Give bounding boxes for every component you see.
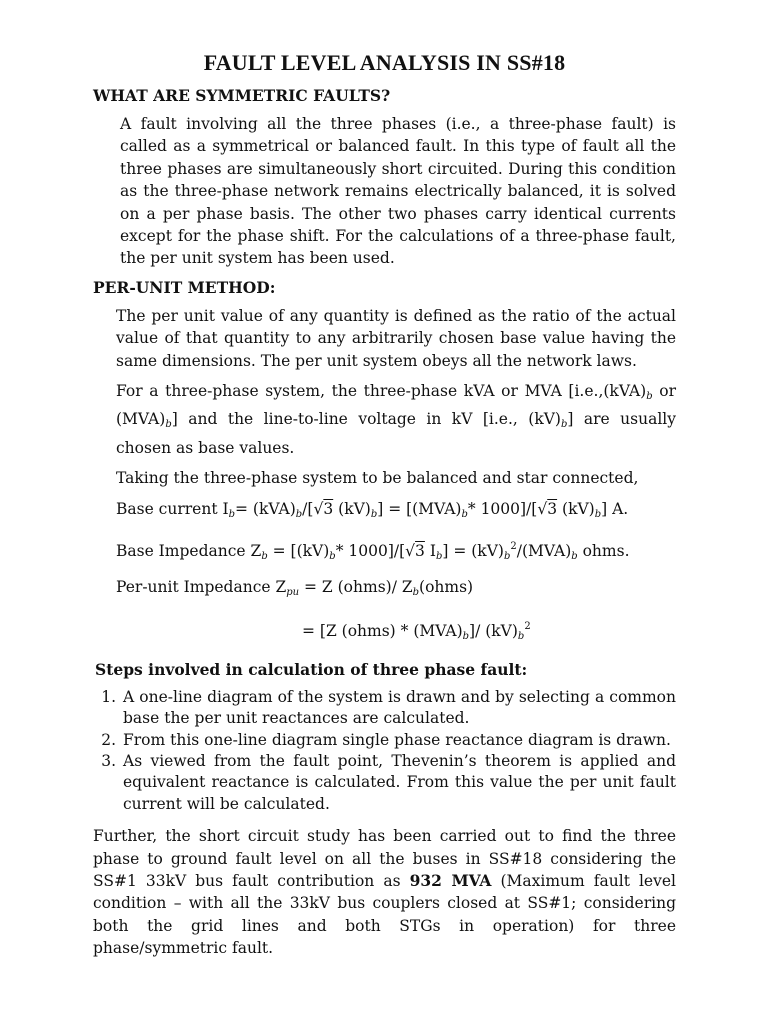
heading-steps: Steps involved in calculation of three phase fault: [95, 659, 528, 679]
text-run: Further, the short circuit study has been carried out to find the three phase to ground fault level on all the buses in SS#18 considering the SS#1 33kV bus fault contribution as [93, 827, 676, 890]
equation-per-unit-impedance-expanded [302, 616, 676, 648]
text-run: For a three-phase system, the three-phase kVA or MVA [i.e.,(kVA) [116, 382, 647, 401]
subscript: pu [286, 586, 300, 598]
text-run: = [(kV) [267, 541, 330, 560]
text-run: = (kVA) [235, 499, 296, 518]
superscript: 2 [510, 540, 517, 552]
paragraph-star-connected: Taking the three-phase system to be balanced and star connected, [116, 469, 639, 488]
subscript: b [517, 630, 525, 642]
subscript: b [412, 586, 420, 598]
subscript: b [503, 550, 511, 562]
list-item: 1. A one-line diagram of the system is drawn and by selecting a common base the per unit reactances are calculated. [121, 687, 676, 730]
text-run: I [424, 541, 436, 560]
list-item: 3. As viewed from the fault point, Thevenin’s theorem is applied and equivalent reactance is calculated. From this value the per unit fault current will be calculated. [121, 751, 676, 815]
text-run: (ohms) [419, 577, 474, 596]
text-run: ] and the line-to-line voltage in kV [i.e., (kV) [171, 410, 561, 429]
heading-symmetric-faults: WHAT ARE SYMMETRIC FAULTS? [93, 86, 391, 105]
heading-per-unit-method: PER-UNIT METHOD: [93, 277, 276, 297]
superscript: 2 [524, 620, 531, 632]
equation-per-unit-impedance [116, 576, 676, 604]
paragraph-base-values [116, 380, 676, 459]
text-run: * 1000]/[√ [335, 541, 416, 560]
text-run: Per-unit Impedance Z [116, 577, 287, 596]
text-run: Base current I [116, 499, 229, 518]
radicand: 3 [415, 541, 425, 560]
subscript: b [295, 508, 303, 520]
paragraph-short-circuit-study [93, 825, 676, 959]
subscript: b [646, 391, 653, 403]
text-run: ] = (kV) [442, 541, 504, 560]
page-title: FAULT LEVEL ANALYSIS IN SS#18 [203, 50, 566, 75]
text-run: ] A. [601, 499, 629, 518]
paragraph-symmetric-faults: A fault involving all the three phases (i.e., a three-phase fault) is called as a symmetrical or balanced fault. In this type of fault all the three phases are simultaneously short circuited. During this condition as the three-phase network remains electrically balanced, it is solved on a per phase basis. The other two phases carry identical currents except for the phase shift. For the calculations of a three-phase fault, the per unit system has been used. [120, 115, 676, 268]
subscript: b [370, 508, 378, 520]
text-run: = [Z (ohms) * (MVA) [302, 621, 463, 640]
subscript: b [165, 419, 172, 431]
text-run: Base Impedance Z [116, 541, 262, 560]
text-run: (kV) [562, 499, 595, 518]
subscript: b [228, 508, 236, 520]
equation-base-impedance [116, 536, 676, 568]
subscript: b [594, 508, 602, 520]
text-run: (Maximum fault level condition – with all the 33kV bus couplers closed at SS#1; considering both the grid lines and both STGs in operation) for three phase/symmetric fault. [93, 871, 676, 958]
equation-base-current [116, 498, 676, 526]
steps-list [93, 687, 676, 815]
text-run: ] = [(MVA) [377, 499, 462, 518]
text-run: ohms. [577, 541, 630, 560]
text-run: = Z (ohms)/ Z [299, 577, 413, 596]
subscript: b [461, 508, 468, 520]
text-run: or (MVA) [116, 382, 676, 429]
fault-contribution-value: 932 MVA [409, 870, 492, 890]
text-run: * 1000]/[√ [467, 499, 548, 518]
subscript: b [571, 550, 578, 562]
subscript: b [329, 550, 336, 562]
text-run: ]/ (kV) [469, 621, 518, 640]
radicand: 3 [323, 499, 334, 518]
text-run: ] are usually chosen as base values. [116, 410, 676, 457]
text-run: /(MVA) [516, 541, 572, 560]
paragraph-per-unit-definition: The per unit value of any quantity is defined as the ratio of the actual value of that quantity to any arbitrarily chosen base value having the same dimensions. The per unit system obeys all the network laws. [116, 306, 676, 370]
text-run: (kV) [338, 499, 371, 518]
list-item: 2. From this one-line diagram single phase reactance diagram is drawn. [121, 730, 676, 751]
subscript: b [435, 550, 443, 562]
text-run: /[√ [302, 499, 324, 518]
radicand: 3 [547, 499, 558, 518]
subscript: b [261, 550, 268, 562]
subscript: b [560, 419, 568, 431]
subscript: b [462, 630, 470, 642]
